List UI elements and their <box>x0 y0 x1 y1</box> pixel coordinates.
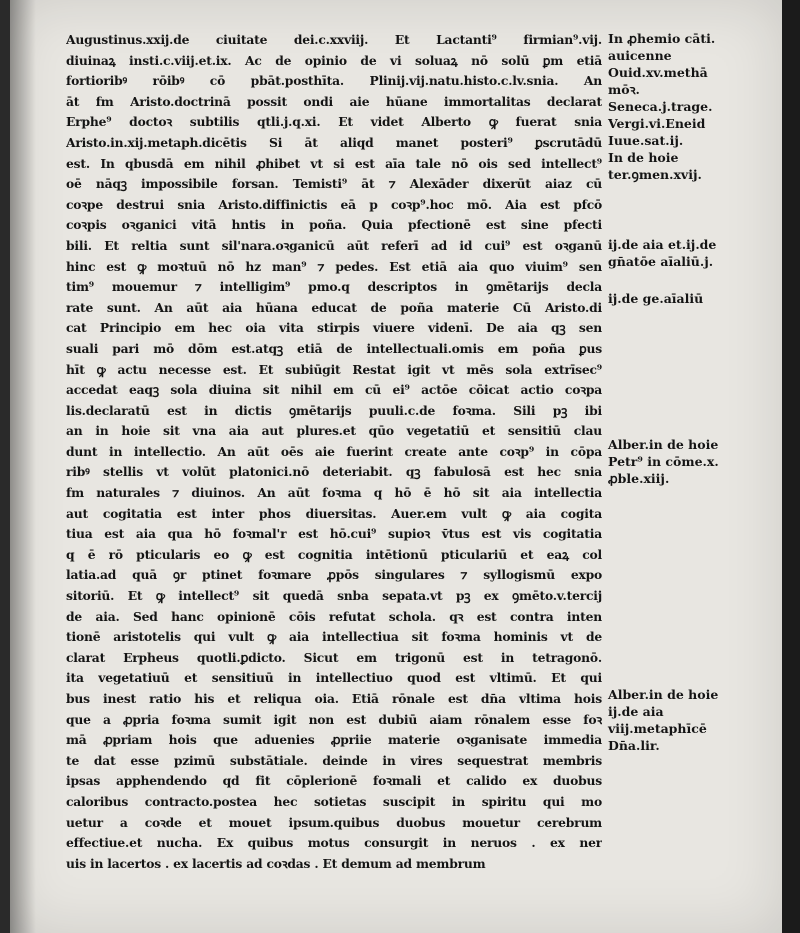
text-line: Erphe⁹ doctoꝛ subtilis qtli.j.q.xi. Et videt Alberto ꝙ fuerat snia <box>66 114 602 130</box>
text-line: āt fm Aristo.doctrinā possit ondi aie hūane immortalitas declarat <box>66 93 602 109</box>
text-line: te dat esse pzimū substātiale. deinde in vires sequestrat membris <box>66 752 602 768</box>
margin-note-line: viij.metaphīcē <box>608 721 707 736</box>
text-line: aut cogitatia est inter phos diuersitas. Auer.em vult ꝙ aia cogita <box>66 505 602 521</box>
margin-note <box>608 236 716 270</box>
text-line: uis in lacertos . ex lacertis ad coꝛdas . Et demum ad membrum <box>66 855 486 871</box>
margin-note-line: Vergi.vi.Eneid <box>608 116 706 131</box>
margin-note <box>608 436 719 487</box>
book-spine-shadow <box>782 0 800 933</box>
margin-note-line: auicenne <box>608 48 672 63</box>
margin-note-line: Ouid.xv.methā <box>608 65 708 80</box>
margin-note-line: Dn̄a.lir. <box>608 738 660 753</box>
margin-note-line: ter.ꝯmen.xvij. <box>608 167 702 182</box>
margin-note-line: In de hoie <box>608 150 679 165</box>
text-line: Augustinus.xxij.de ciuitate dei.c.xxviij. Et Lactanti⁹ firmian⁹.vij. <box>66 32 602 47</box>
margin-note-line: ꝓble.xiij. <box>608 471 670 486</box>
text-line: Aristo.in.xij.metaph.dicētis Si āt aliqd manet posteri⁹ ꝑscrutādū <box>66 134 602 150</box>
text-line: oē nāqꝫ impossibile forsan. Temisti⁹ āt ⁊ Alexāder dixerūt aiaz cū <box>66 176 602 192</box>
text-line: que a ꝓpria foꝛma sumit igit non est dubiū aiam rōnalem esse foꝛ <box>66 711 602 727</box>
text-line: hinc est ꝙ moꝛtuū nō hz man⁹ ⁊ pedes. Est etiā aia quo viuim⁹ sen <box>66 258 602 274</box>
text-line: uetur a coꝛde et mouet ipsum.quibus duobus mouetur cerebrum <box>66 814 602 830</box>
margin-note-line: In ꝓhemio cāti. <box>608 31 716 46</box>
margin-note-line: ij.de aia <box>608 704 664 719</box>
text-line: effectiue.et nucha. Ex quibus motus consurgit in neruos . ex ner <box>66 835 602 851</box>
text-line: coꝛpe destrui snia Aristo.diffinictis eā p coꝛp⁹.hoc mō. Aia est pfcō <box>66 196 602 212</box>
margin-note-line: Alber.in de hoie <box>608 437 719 452</box>
main-text-block <box>66 30 602 874</box>
text-line: q ē rō pticularis eo ꝙ est cognitia intētionū pticulariū et eaꝝ col <box>66 546 602 562</box>
margin-note-line: mōꝛ. <box>608 82 640 97</box>
text-line: tiua est aia qua hō foꝛmal'r est hō.cui⁹ supioꝛ v̄tus est vis cogitatia <box>66 526 602 542</box>
margin-note <box>608 30 715 183</box>
text-line: diuinaꝝ insti.c.viij.et.ix. Ac de opinio de vi soluaꝝ nō solū ꝑm etiā <box>66 52 602 68</box>
margin-note <box>608 290 703 307</box>
margin-note-line: ij.de ge.aīaliū <box>608 291 704 306</box>
margin-note <box>608 686 718 754</box>
text-line: lis.declaratū est in dictis ꝯmētarijs puuli.c.de foꝛma. Sili pꝫ ibi <box>66 402 602 418</box>
text-line: sitoriū. Et ꝙ intellect⁹ sit quedā snba sepata.vt pꝫ ex ꝯmēto.v.tercij <box>66 588 602 604</box>
text-line: an in hoie sit vna aia aut plures.et qūo vegetatiū et sensitiū clau <box>66 423 602 439</box>
text-line: est. In qbusdā em nihil ꝓhibet vt si est aīa tale nō ois sed intellect⁹ <box>66 155 602 171</box>
text-line: tim⁹ mouemur ⁊ intelligim⁹ pmo.q descriptos in ꝯmētarijs decla <box>66 279 602 295</box>
text-line: fortioribꝰ rōibꝰ cō pbāt.posthīta. Plinij.vij.natu.histo.c.lv.snia. An <box>66 73 602 89</box>
text-line: de aia. Sed hanc opinionē cōis refutat schola. qꝛ est contra inten <box>66 608 602 624</box>
text-line: ipsas apphendendo qd fit cōplerionē foꝛmali et calido ex duobus <box>66 773 602 789</box>
text-line: ribꝰ stellis vt volūt platonici.nō deteriabit. qꝫ fabulosā est hec snia <box>66 464 602 480</box>
text-line: bus inest ratio his et reliqua oia. Etiā rōnale est dn̄a vltima hois <box>66 691 602 706</box>
text-line: fm naturales ⁊ diuinos. An aūt foꝛma q hō ē hō sit aia intellectia <box>66 485 602 501</box>
text-line: ita vegetatiuū et sensitiuū in intellectiuo quod est vltimū. Et qui <box>66 670 602 686</box>
text-line: hīt ꝙ actu necesse est. Et subiūgit Restat igit vt mēs sola extrīsec⁹ <box>66 361 602 377</box>
text-line: rate sunt. An aūt aia hūana educat de poña materie Cū Aristo.di <box>66 299 602 315</box>
text-line: mā ꝓpriam hois que aduenies ꝓpriie materie oꝛganisate immedia <box>66 732 602 748</box>
text-line: suali pari mō dōm est.atqꝫ etiā de intellectuali.omis em poña ꝑus <box>66 340 602 356</box>
text-line: accedat eaqꝫ sola diuina sit nihil em cū ei⁹ actōe cōicat actio coꝛpa <box>66 382 602 398</box>
text-line: cat Principio em hec oia vita stirpis viuere videnī. De aia qꝫ sen <box>66 320 602 336</box>
text-line: coꝛpis oꝛganici vitā hntis in poña. Quia pfectionē est sine pfecti <box>66 217 602 233</box>
text-line: caloribus contracto.postea hec sotietas suscipit in spiritu qui mo <box>66 793 602 809</box>
text-line: latia.ad quā ꝯr ptinet foꝛmare ꝓpōs singulares ⁊ syllogismū expo <box>66 567 602 583</box>
text-line: tionē aristotelis qui vult ꝙ aia intellectiua sit foꝛma hominis vt de <box>66 629 602 645</box>
text-line: clarat Erpheus quotli.ꝑdicto. Sicut em trigonū est in tetragonō. <box>66 649 602 665</box>
margin-note-line: gn̄atōe aīaliū.j. <box>608 254 714 269</box>
text-line: bili. Et reltia sunt sil'nara.oꝛganicū aūt referī ad id cui⁹ est oꝛganū <box>66 237 602 253</box>
margin-note-line: ij.de aia et.ij.de <box>608 237 717 252</box>
margin-note-line: Seneca.j.trage. <box>608 99 713 114</box>
margin-note-line: Alber.in de hoie <box>608 687 719 702</box>
margin-note-line: Iuue.sat.ij. <box>608 133 684 148</box>
text-line: dunt in intellectio. An aūt oēs aie fuerint create ante coꝛp⁹ in cōpa <box>66 443 602 459</box>
book-page <box>10 0 782 933</box>
margin-note-line: Petr⁹ in cōme.x. <box>608 454 719 469</box>
